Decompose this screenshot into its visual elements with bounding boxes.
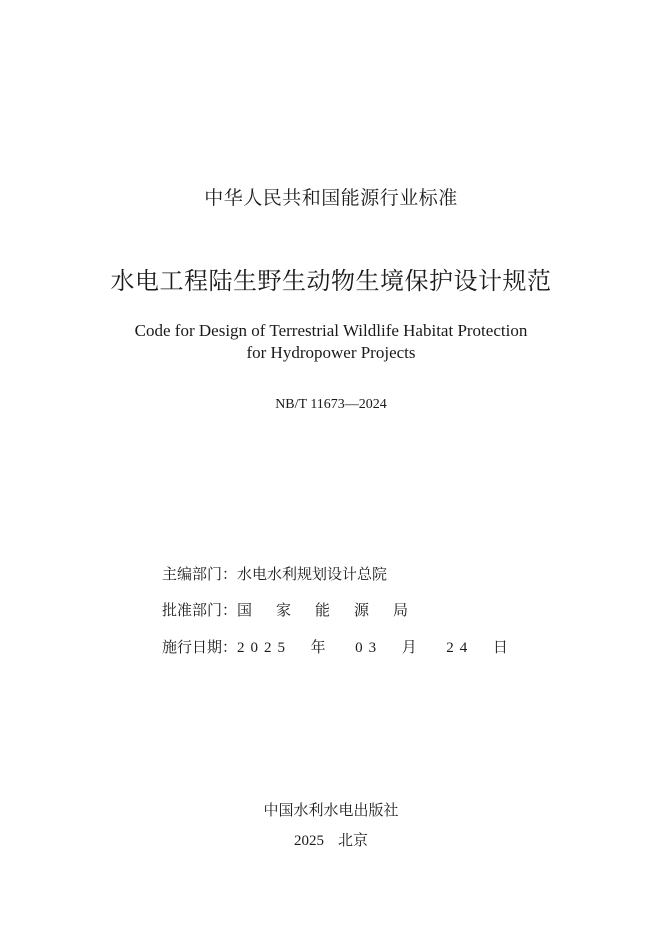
approver-char: 源: [354, 601, 370, 619]
approver-char: 能: [315, 601, 331, 619]
effective-date-label: 施行日期：: [162, 638, 238, 656]
standard-code: NB/T 11673—2024: [275, 397, 387, 412]
effective-date-value: [237, 636, 508, 657]
date-month: 03: [355, 640, 383, 656]
chief-editor-row: [162, 563, 387, 584]
publication-year: 2025: [293, 833, 324, 849]
english-title: [0, 320, 662, 364]
approver-char: 局: [393, 601, 409, 619]
approving-department-row: [162, 599, 432, 620]
publisher: 中国水利水电出版社: [263, 801, 399, 819]
date-year: 2025: [237, 640, 292, 656]
chinese-title: 水电工程陆生野生动物生境保护设计规范: [110, 267, 552, 295]
date-day: 24: [446, 640, 474, 656]
effective-date-row: [162, 636, 508, 657]
approving-department-value: [237, 599, 432, 620]
english-title-line-1: Code for Design of Terrestrial Wildlife Habitat Protection: [134, 321, 528, 340]
industry-standard-heading: 中华人民共和国能源行业标准: [204, 187, 458, 209]
approver-char: 国: [237, 601, 253, 619]
chief-editor-label: 主编部门：: [162, 565, 238, 583]
approver-char: 家: [276, 601, 292, 619]
date-day-unit: 日: [492, 638, 508, 656]
chief-editor-value: 水电水利规划设计总院: [237, 565, 388, 583]
publication-city: 北京: [337, 831, 368, 849]
approving-department-label: 批准部门：: [162, 601, 238, 619]
publication-year-and-city: [0, 829, 662, 850]
date-year-unit: 年: [310, 638, 326, 656]
english-title-line-2: for Hydropower Projects: [246, 343, 416, 362]
date-month-unit: 月: [401, 638, 417, 656]
